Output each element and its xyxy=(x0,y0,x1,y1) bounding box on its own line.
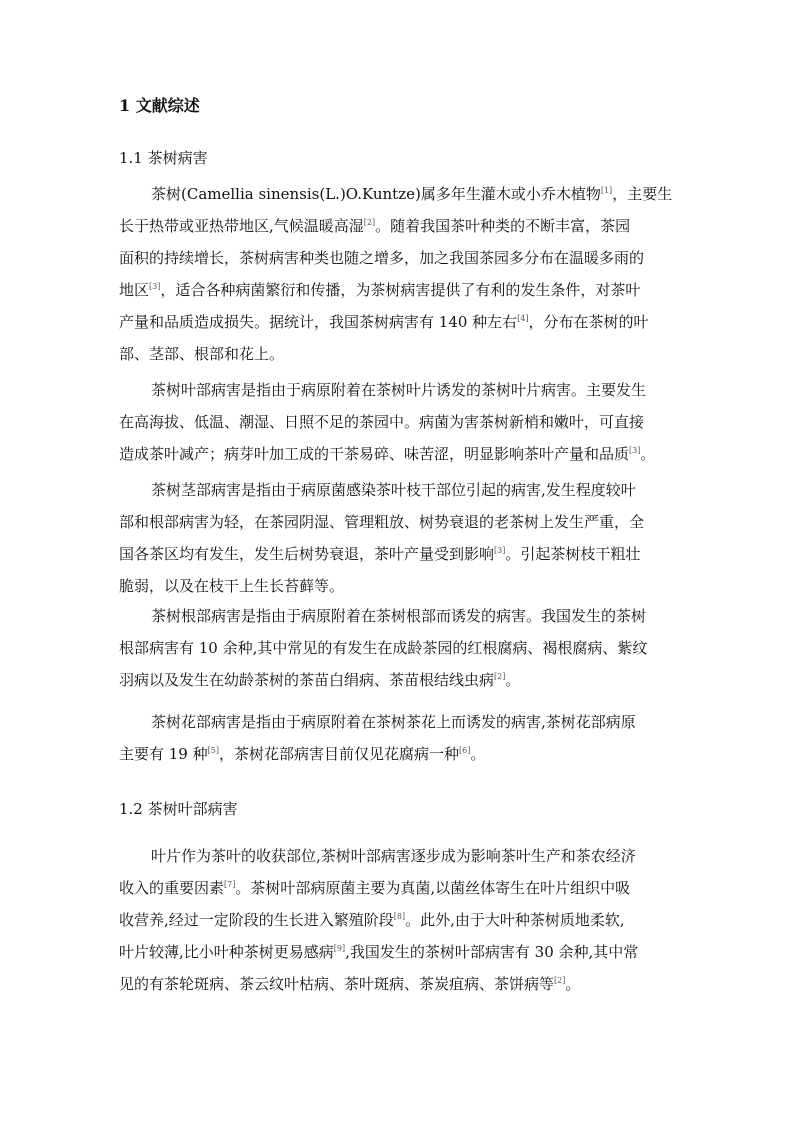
chapter-heading: 1 文献综述 xyxy=(119,96,200,115)
citation-marker: [4] xyxy=(517,314,529,323)
line-text: 。随着我国茶叶种类的不断丰富，茶园 xyxy=(375,217,631,235)
text-line xyxy=(119,664,675,696)
line-text: 收营养,经过一定阶段的生长进入繁殖阶段 xyxy=(119,911,394,929)
text-line xyxy=(119,306,675,338)
section-heading-1-1: 1.1 茶树病害 xyxy=(119,149,208,167)
citation-marker: [6] xyxy=(458,746,471,755)
line-text: 茶树花部病害是指由于病原附着在茶树茶花上而诱发的病害,茶树花部病原 xyxy=(151,713,636,731)
citation-marker: [7] xyxy=(224,880,236,889)
text-line xyxy=(119,374,675,406)
line-text: 主要有 19 种 xyxy=(119,745,208,763)
paragraph xyxy=(119,178,675,370)
line-text: 。 xyxy=(505,671,521,689)
paragraph xyxy=(119,374,675,470)
line-text: 收入的重要因素 xyxy=(119,879,225,897)
text-line xyxy=(119,968,675,1000)
line-text: 。引起茶树枝干粗壮 xyxy=(505,545,641,563)
line-text: 。茶树叶部病原菌主要为真菌,以菌丝体寄生在叶片组织中吸 xyxy=(235,879,631,897)
text-line xyxy=(119,840,675,872)
citation-marker: [5] xyxy=(207,746,219,755)
citation-marker: [8] xyxy=(393,912,406,921)
line-text: 茶树叶部病害是指由于病原附着在茶树叶片诱发的茶树叶片病害。主要发生 xyxy=(151,381,647,399)
paragraph xyxy=(119,600,675,696)
line-text: ，适合各种病菌繁衍和传播，为茶树病害提供了有利的发生条件，对茶叶 xyxy=(160,281,641,299)
line-text: 。 xyxy=(640,445,656,463)
text-line xyxy=(119,474,675,506)
text-line xyxy=(119,406,675,438)
line-text: 国各茶区均有发生，发生后树势衰退，茶叶产量受到影响 xyxy=(119,545,495,563)
text-line xyxy=(119,538,675,570)
line-text: ，分布在茶树的叶 xyxy=(528,313,649,331)
line-text: 见的有茶轮斑病、茶云纹叶枯病、茶叶斑病、茶炭疽病、茶饼病等 xyxy=(119,975,555,993)
paragraph xyxy=(119,840,675,1000)
text-line xyxy=(119,506,675,538)
line-text: 叶片较薄,比小叶种茶树更易感病 xyxy=(119,943,334,961)
line-text: ，主要生 xyxy=(612,185,673,203)
line-text: 产量和品质造成损失。据统计，我国茶树病害有 140 种左右 xyxy=(119,313,518,331)
paragraph xyxy=(119,474,675,602)
section-heading-1-2: 1.2 茶树叶部病害 xyxy=(119,800,238,818)
text-line xyxy=(119,274,675,306)
line-text: 面积的持续增长，茶树病害种类也随之增多，加之我国茶园多分布在温暖多雨的 xyxy=(119,249,645,267)
text-line xyxy=(119,242,675,274)
citation-marker: [2] xyxy=(363,218,376,227)
citation-marker: [9] xyxy=(333,944,346,953)
line-text: ，茶树花部病害目前仅见花腐病一种 xyxy=(218,745,459,763)
line-text: 在高海拔、低温、潮湿、日照不足的茶园中。病菌为害茶树新梢和嫩叶，可直接 xyxy=(119,413,645,431)
text-line xyxy=(119,438,675,470)
line-text: 。此外,由于大叶种茶树质地柔软, xyxy=(405,911,625,929)
text-line xyxy=(119,872,675,904)
line-text: 地区 xyxy=(119,281,150,299)
text-line xyxy=(119,570,675,602)
line-text: 茶树(Camellia sinensis(L.)O.Kuntze)属多年生灌木或小乔木植物 xyxy=(151,185,601,203)
citation-marker: [2] xyxy=(554,976,566,985)
text-line xyxy=(119,210,675,242)
line-text: 长于热带或亚热带地区,气候温暖高湿 xyxy=(119,217,364,235)
line-text: 茶树根部病害是指由于病原附着在茶树根部而诱发的病害。我国发生的茶树 xyxy=(151,607,647,625)
text-line xyxy=(119,904,675,936)
line-text: 羽病以及发生在幼龄茶树的茶苗白绢病、茶苗根结线虫病 xyxy=(119,671,495,689)
line-text: 脆弱，以及在枝干上生长苔藓等。 xyxy=(119,577,345,595)
citation-marker: [2] xyxy=(494,672,506,681)
citation-marker: [3] xyxy=(149,282,161,291)
citation-marker: [3] xyxy=(629,446,641,455)
citation-marker: [1] xyxy=(600,186,613,195)
line-text: 部、茎部、根部和花上。 xyxy=(119,345,285,363)
line-text: 根部病害有 10 余种,其中常见的有发生在成龄茶园的红根腐病、褐根腐病、紫纹 xyxy=(119,639,648,657)
line-text: ,我国发生的茶树叶部病害有 30 余种,其中常 xyxy=(345,943,639,961)
line-text: 造成茶叶减产；病芽叶加工成的干茶易碎、味苦涩，明显影响茶叶产量和品质 xyxy=(119,445,630,463)
line-text: 。 xyxy=(470,745,486,763)
line-text: 部和根部病害为轻，在茶园阴湿、管理粗放、树势衰退的老茶树上发生严重，全 xyxy=(119,513,645,531)
text-line xyxy=(119,738,675,770)
text-line xyxy=(119,632,675,664)
text-line xyxy=(119,338,675,370)
text-line xyxy=(119,936,675,968)
text-line xyxy=(119,178,675,210)
text-line xyxy=(119,600,675,632)
line-text: 茶树茎部病害是指由于病原菌感染茶叶枝干部位引起的病害,发生程度较叶 xyxy=(151,481,636,499)
citation-marker: [3] xyxy=(494,546,506,555)
paragraph xyxy=(119,706,675,770)
line-text: 。 xyxy=(565,975,581,993)
text-line xyxy=(119,706,675,738)
line-text: 叶片作为茶叶的收获部位,茶树叶部病害逐步成为影响茶叶生产和茶农经济 xyxy=(151,847,636,865)
